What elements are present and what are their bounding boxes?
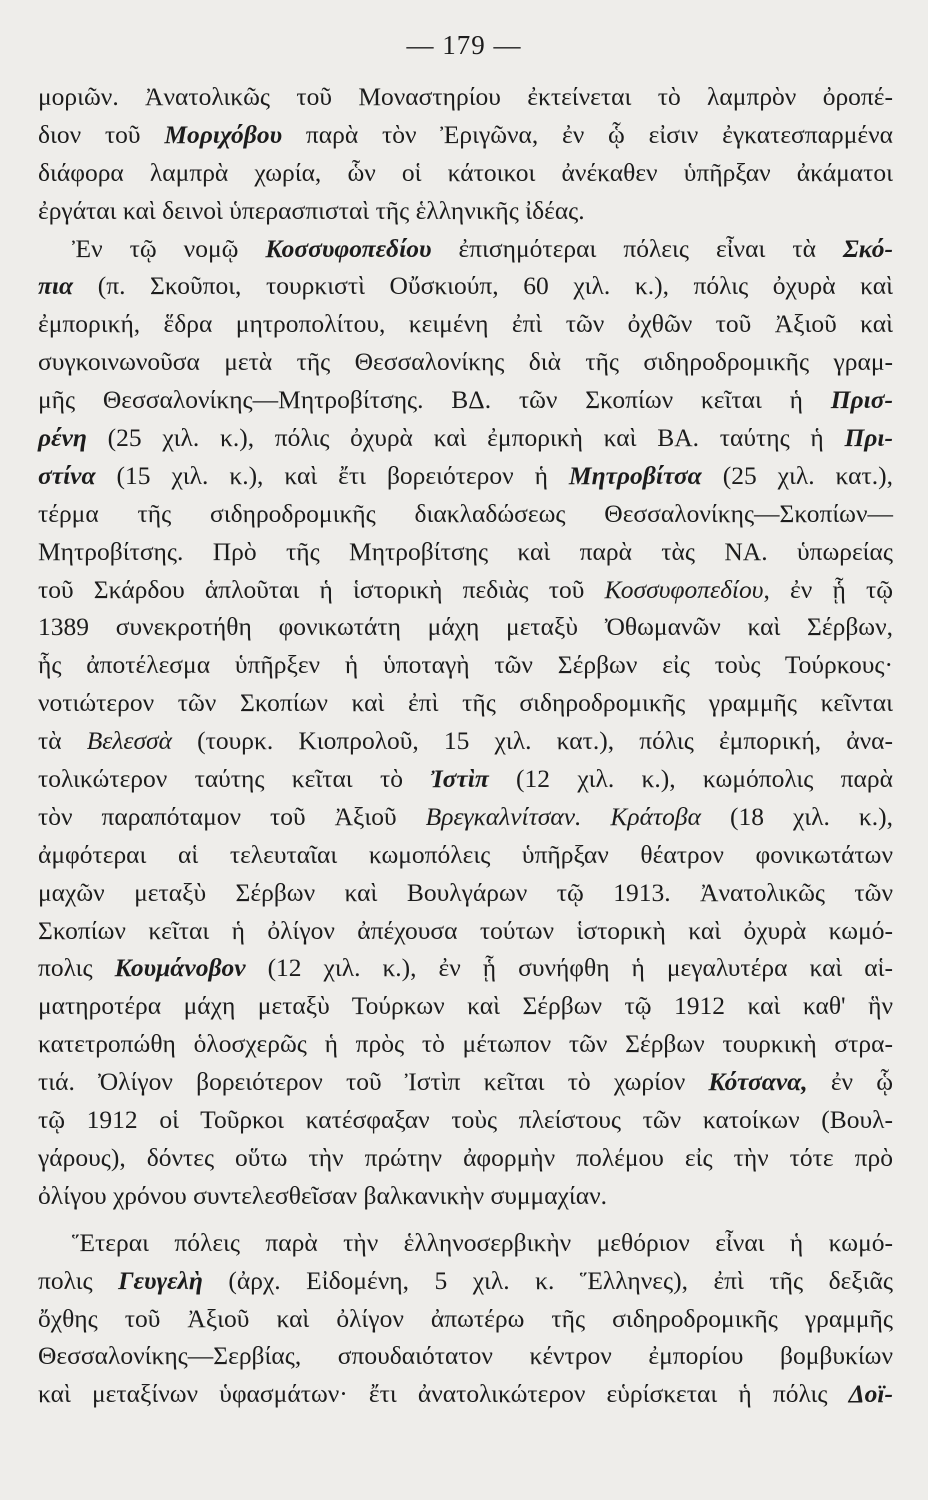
text-line [38,305,893,343]
body-text [38,78,893,1413]
text-line [38,1101,893,1139]
text-line [38,1139,893,1177]
text-line [38,267,893,305]
text-line [38,836,893,874]
text-line [38,608,893,646]
text-segment: παρὰ τὸν Ἐριγῶνα, ἐν ᾧ εἰσιν ἐγκατεσπαρμένα [282,119,893,149]
emphasized-place-name: ρένη [38,423,87,453]
text-segment: τολικώτερον ταύτης κεῖται τὸ [38,764,431,794]
text-segment: (π. Σκοῦποι, τουρκιστὶ Οὔσκιούπ, 60 χιλ. κ.), πόλις ὀχυρὰ καὶ [73,271,893,301]
text-segment: κατετροπώθη ὁλοσχερῶς ἡ πρὸς τὸ μέτωπον τῶν Σέρβων τουρκικὴ στρα- [38,1029,893,1059]
text-segment: τὰ [38,726,87,756]
text-segment: συγκοινωνοῦσα μετὰ τῆς Θεσσαλονίκης διὰ τῆς σιδηροδρομικῆς γραμ- [38,347,893,377]
italic-place-name: Κοσσυφοπεδίου [604,574,764,604]
text-segment: , ἐν ᾗ τῷ [763,574,893,604]
text-segment: τῷ 1912 οἱ Τοῦρκοι κατέσφαξαν τοὺς πλείστους τῶν κατοίκων (Βουλ- [38,1105,893,1135]
text-line [38,987,893,1025]
text-segment: Μητροβίτσης. Πρὸ τῆς Μητροβίτσης καὶ παρὰ τὰς ΝΑ. ὑπωρείας [38,536,893,566]
emphasized-place-name: Γευγελὴ [118,1265,203,1295]
text-segment: ἐπισημότεραι πόλεις εἶναι τὰ [431,233,843,263]
text-segment: μοριῶν. Ἀνατολικῶς τοῦ Μοναστηρίου ἐκτείνεται τὸ λαμπρὸν ὀροπέ- [38,82,893,111]
emphasized-place-name: Σκό- [842,233,894,263]
text-line [38,571,893,609]
text-segment: (12 χιλ. κ.), ἐν ᾗ συνήφθη ἡ μεγαλυτέρα καὶ αἱ- [245,953,893,983]
text-segment: (τουρκ. Κιοπρολοῦ, 15 χιλ. κατ.), πόλις ἐμπορική, ἀνα- [172,726,893,756]
text-line [38,230,893,268]
text-line [38,1337,893,1375]
text-segment: ὀλίγου χρόνου συντελεσθεῖσαν βαλκανικὴν συμμαχίαν. [38,1180,607,1210]
text-segment [581,802,610,831]
italic-place-name: Βρεγκαλνίτσαν. [425,801,582,831]
emphasized-place-name: πια [38,271,74,301]
emphasized-place-name: Πρισ- [830,385,893,415]
text-segment: καὶ μεταξίνων ὑφασμάτων· ἔτι ἀνατολικώτερον εὑρίσκεται ἡ πόλις [38,1379,849,1409]
text-segment: διάφορα λαμπρὰ χωρία, ὧν οἱ κάτοικοι ἀνέκαθεν ὑπῆρξαν ἀκάματοι [38,157,893,187]
text-line [38,495,893,533]
text-line [38,1262,893,1300]
text-line [38,1025,893,1063]
text-segment: (25 χιλ. κ.), πόλις ὀχυρὰ καὶ ἐμπορικὴ καὶ ΒΑ. ταύτης ἡ [86,423,845,453]
text-segment: Ἕτεραι πόλεις παρὰ τὴν ἑλληνοσερβικὴν μεθόριον εἶναι ἡ κωμό- [72,1227,893,1257]
text-line [38,798,893,836]
emphasized-place-name: Κουμάνοβον [114,953,246,983]
text-line [38,1063,893,1101]
emphasized-place-name: Ἰστὶπ [430,764,489,794]
text-line [38,646,893,684]
emphasized-place-name: Κότσανα, [708,1067,808,1097]
italic-place-name: Κράτοβα [610,801,702,831]
text-segment: (18 χιλ. κ.), [701,801,893,831]
text-segment: νοτιώτερον τῶν Σκοπίων καὶ ἐπὶ τῆς σιδηροδρομικῆς γραμμῆς κεῖνται [38,688,893,718]
text-segment: μῆς Θεσσαλονίκης—Μητροβίτσης. ΒΔ. τῶν Σκοπίων κεῖται ἡ [38,385,831,415]
text-line [38,912,893,950]
text-segment: τιά. Ὀλίγον βορειότερον τοῦ Ἰστὶπ κεῖται τὸ χωρίον [38,1067,709,1097]
italic-place-name: Βελεσσὰ [86,726,172,756]
text-segment: μαχῶν μεταξὺ Σέρβων καὶ Βουλγάρων τῷ 1913. Ἀνατολικῶς τῶν [38,877,893,907]
text-segment: Θεσσαλονίκης—Σερβίας, σπουδαιότατον κέντρον ἐμπορίου βομβυκίων [38,1341,893,1371]
text-line [38,949,893,987]
text-line [38,381,893,419]
page-number: — 179 — [406,30,522,60]
text-segment: ἐμπορική, ἕδρα μητροπολίτου, κειμένη ἐπὶ τῶν ὀχθῶν τοῦ Ἀξιοῦ καὶ [38,309,893,339]
text-line [38,1375,893,1413]
text-line [38,154,893,192]
text-segment: Ἐν τῷ νομῷ [72,233,266,263]
text-line [38,684,893,722]
text-segment: ἐργάται καὶ δεινοὶ ὑπερασπισταὶ τῆς ἑλληνικῆς ἰδέας. [38,195,585,225]
text-line [38,1177,893,1215]
emphasized-place-name: Κοσσυφοπεδίου [265,233,432,263]
text-segment: τὸν παραπόταμον τοῦ Ἀξιοῦ [38,801,426,831]
text-line [38,116,893,154]
emphasized-place-name: Δοϊ- [848,1379,893,1409]
emphasized-place-name: Μοριχόβου [164,119,283,149]
text-segment: ἐν ᾧ [807,1067,893,1097]
text-line [38,419,893,457]
text-segment: ὄχθης τοῦ Ἀξιοῦ καὶ ὀλίγον ἀπωτέρω τῆς σιδηροδρομικῆς γραμμῆς [38,1303,893,1333]
emphasized-place-name: Πρι- [844,423,893,453]
text-line [38,343,893,381]
text-segment: (ἀρχ. Εἰδομένη, 5 χιλ. κ. Ἕλληνες), ἐπὶ τῆς δεξιᾶς [202,1265,893,1295]
text-segment: πολις [38,1265,119,1295]
text-segment: (12 χιλ. κ.), κωμόπολις παρὰ [488,764,894,794]
text-segment: πολις [38,953,115,983]
text-line [38,457,893,495]
text-segment: διον τοῦ [38,119,165,149]
text-segment: ἧς ἀποτέλεσμα ὑπῆρξεν ἡ ὑποταγὴ τῶν Σέρβων εἰς τοὺς Τούρκους· [38,650,893,680]
text-line [38,760,893,798]
text-line [38,78,893,116]
text-segment: (25 χιλ. κατ.), [701,460,894,490]
text-segment: (15 χιλ. κ.), καὶ ἔτι βορειότερον ἡ [95,460,569,490]
emphasized-place-name: στίνα [38,460,96,490]
text-line [38,1300,893,1338]
text-segment: γάρους), δόντες οὕτω τὴν πρώτην ἀφορμὴν πολέμου εἰς τὴν τότε πρὸ [38,1142,893,1172]
text-line [38,533,893,571]
text-segment: Σκοπίων κεῖται ἡ ὀλίγον ἀπέχουσα τούτων ἱστορικὴ καὶ ὀχυρὰ κωμό- [38,915,893,945]
text-segment: ματηροτέρα μάχη μεταξὺ Τούρκων καὶ Σέρβων τῷ 1912 καὶ καθ' ἣν [38,991,893,1021]
text-segment: 1389 συνεκροτήθη φονικωτάτη μάχη μεταξὺ Ὀθωμανῶν καὶ Σέρβων, [38,612,893,642]
text-segment: τέρμα τῆς σιδηροδρομικῆς διακλαδώσεως Θεσσαλονίκης—Σκοπίων— [38,498,893,528]
text-line [38,722,893,760]
text-line [38,874,893,912]
text-segment: ἀμφότεραι αἱ τελευταῖαι κωμοπόλεις ὑπῆρξαν θέατρον φονικωτάτων [38,839,893,869]
text-segment: τοῦ Σκάρδου ἁπλοῦται ἡ ἱστορικὴ πεδιὰς τοῦ [38,574,605,604]
emphasized-place-name: Μητροβίτσα [568,460,702,490]
text-line [38,192,893,230]
text-line [38,1224,893,1262]
